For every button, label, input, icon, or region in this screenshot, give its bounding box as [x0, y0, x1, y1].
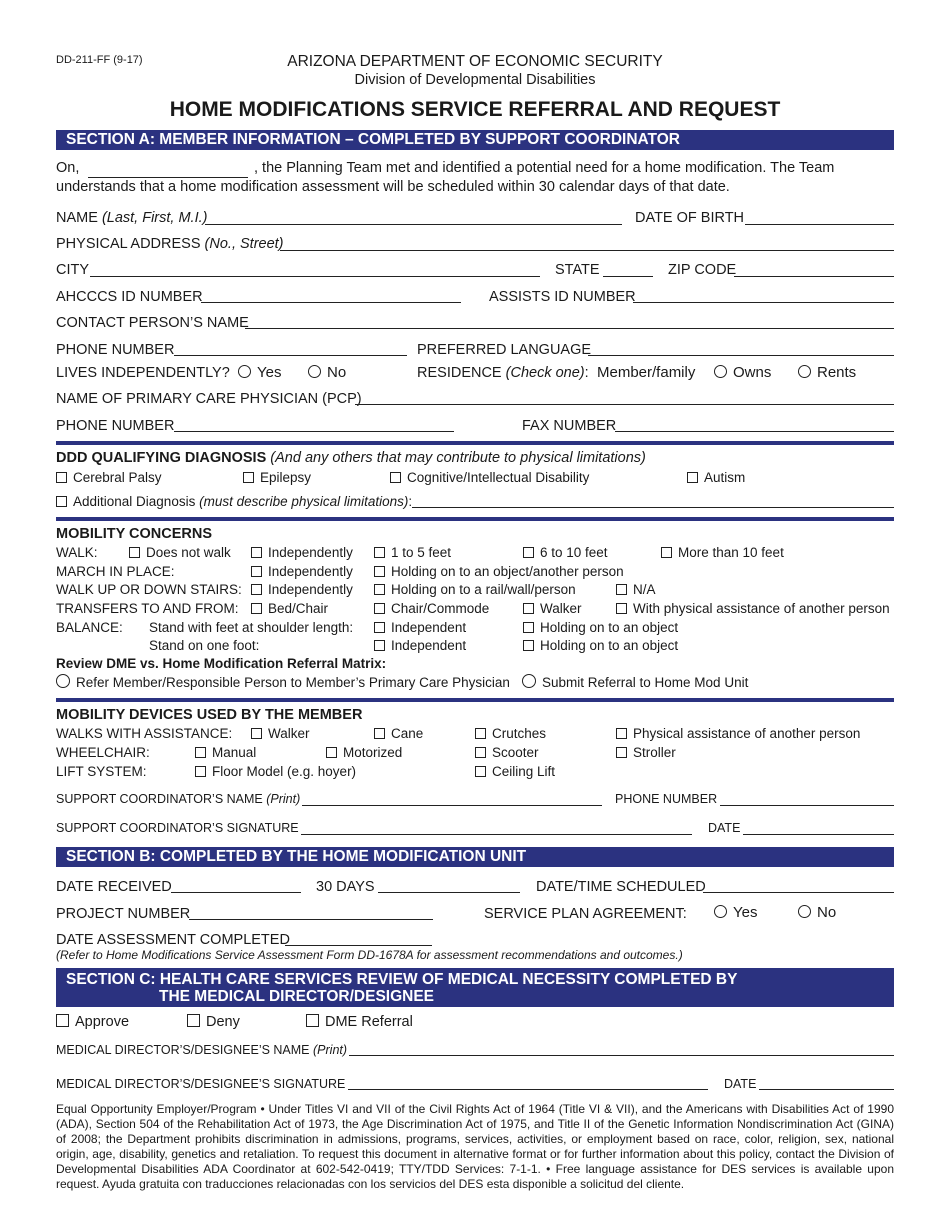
checkbox-icon	[251, 566, 262, 577]
checkbox-icon	[195, 766, 206, 777]
march-independently[interactable]: Independently	[251, 564, 353, 579]
lives-independently-label: LIVES INDEPENDENTLY?	[56, 365, 230, 381]
diagnosis-epilepsy[interactable]: Epilepsy	[243, 470, 311, 485]
walk-does-not-walk[interactable]: Does not walk	[129, 545, 231, 560]
checkbox-icon	[523, 547, 534, 558]
md-name-label: MEDICAL DIRECTOR’S/DESIGNEE’S NAME (Print)	[56, 1043, 348, 1057]
ahcccs-label: AHCCCS ID NUMBER	[56, 289, 203, 305]
sc-signature-label: SUPPORT COORDINATOR’S SIGNATURE	[56, 821, 299, 835]
md-date-label: DATE	[724, 1077, 757, 1091]
sc-signature-field[interactable]	[301, 834, 692, 835]
mobility-heading: MOBILITY CONCERNS	[56, 526, 213, 542]
thirty-days-label: 30 DAYS	[316, 879, 375, 895]
intro-on: On,	[56, 160, 80, 176]
language-label: PREFERRED LANGUAGE	[417, 342, 592, 358]
pcp-field[interactable]	[355, 404, 894, 405]
transfers-label: TRANSFERS TO AND FROM:	[56, 601, 239, 616]
division-name: Division of Developmental Disabilities	[354, 72, 596, 88]
checkbox-icon	[195, 747, 206, 758]
md-name-field[interactable]	[349, 1055, 894, 1056]
state-field[interactable]	[603, 276, 653, 277]
zip-field[interactable]	[734, 276, 894, 277]
contact-label: CONTACT PERSON’S NAME	[56, 315, 249, 331]
submit-referral-option[interactable]: Submit Referral to Home Mod Unit	[522, 674, 748, 690]
service-plan-label: SERVICE PLAN AGREEMENT:	[484, 906, 687, 922]
md-date-field[interactable]	[759, 1089, 894, 1090]
walk-1-to-5-feet[interactable]: 1 to 5 feet	[374, 545, 451, 560]
device-physical-assistance[interactable]: Physical assistance of another person	[616, 726, 860, 741]
thirty-days-field[interactable]	[378, 892, 520, 893]
page-title: HOME MODIFICATIONS SERVICE REFERRAL AND REQUEST	[169, 98, 781, 121]
approve-option[interactable]: Approve	[56, 1014, 129, 1030]
walk-more-than-10-feet[interactable]: More than 10 feet	[661, 545, 784, 560]
checkbox-icon	[56, 472, 67, 483]
residence-owns-option[interactable]: Owns	[714, 364, 771, 381]
checkbox-icon	[306, 1014, 319, 1027]
checkbox-icon	[187, 1014, 200, 1027]
transfers-chair-commode[interactable]: Chair/Commode	[374, 601, 489, 616]
radio-icon	[56, 674, 70, 688]
lift-ceiling[interactable]: Ceiling Lift	[475, 764, 555, 779]
date-time-scheduled-label: DATE/TIME SCHEDULED	[536, 879, 706, 895]
pcp-phone-field[interactable]	[174, 431, 454, 432]
diagnosis-autism[interactable]: Autism	[687, 470, 745, 485]
ahcccs-field[interactable]	[201, 302, 461, 303]
service-plan-no-option[interactable]: No	[798, 904, 836, 921]
residence-rents-option[interactable]: Rents	[798, 364, 856, 381]
residence-label: RESIDENCE (Check one):	[417, 365, 589, 381]
footer-disclaimer: Equal Opportunity Employer/Program • Under Titles VI and VII of the Civil Rights Act of 1964 (Title VI & VII), and the Americans with Disabilities Act of 1990 (ADA), Section 504 of the Rehabilitation Act of 1973, the Age Discrimination Act of 1975, and Title II of the Genetic Information Nondiscrimination Act (GINA) of 2008; the Department prohibits discrimination in admissions, programs, services, activities, or employment based on race, color, religion, sex, national origin, age, disability, genetics and retaliation. To request this document in alternative format or for further information about this policy, contact the Division of Developmental Disabilities ADA Coordinator at 602-542-0419; TTY/TDD Services: 7-1-1. • Free language assistance for DES services is available upon request. Ayuda gratuita con traducciones relacionadas con los servicios del DES esta disponible a solicitud del cliente.	[56, 1102, 894, 1191]
sc-date-field[interactable]	[743, 834, 894, 835]
zip-label: ZIP CODE	[668, 262, 737, 278]
checkbox-icon	[326, 747, 337, 758]
checkbox-icon	[374, 640, 385, 651]
contact-field[interactable]	[245, 328, 894, 329]
walk-independently[interactable]: Independently	[251, 545, 353, 560]
checkbox-icon	[374, 547, 385, 558]
project-number-label: PROJECT NUMBER	[56, 906, 191, 922]
balance-shoulder-label: Stand with feet at shoulder length:	[149, 620, 354, 635]
march-label: MARCH IN PLACE:	[56, 564, 175, 579]
phone-label: PHONE NUMBER	[56, 342, 175, 358]
sc-date-label: DATE	[708, 821, 741, 835]
checkbox-icon	[129, 547, 140, 558]
refer-pcp-option[interactable]: Refer Member/Responsible Person to Member’s Primary Care Physician	[56, 674, 510, 690]
name-field[interactable]	[205, 224, 622, 225]
city-label: CITY	[56, 262, 90, 278]
additional-diagnosis-field[interactable]	[412, 507, 894, 508]
checkbox-icon	[475, 747, 486, 758]
checkbox-icon	[251, 547, 262, 558]
intro-text-line2: understands that a home modification assessment will be scheduled within 30 calendar days of that date.	[56, 179, 730, 195]
transfers-with-assistance[interactable]: With physical assistance of another person	[616, 601, 890, 616]
dme-referral-option[interactable]: DME Referral	[306, 1014, 413, 1030]
checkbox-icon	[374, 566, 385, 577]
stairs-na[interactable]: N/A	[616, 582, 656, 597]
checkbox-icon	[616, 584, 627, 595]
checkbox-icon	[374, 584, 385, 595]
date-received-field[interactable]	[171, 892, 301, 893]
section-a-heading: SECTION A: MEMBER INFORMATION – COMPLETED BY SUPPORT COORDINATOR	[56, 130, 894, 150]
balance-shoulder-independent[interactable]: Independent	[374, 620, 466, 635]
assists-field[interactable]	[633, 302, 894, 303]
assists-label: ASSISTS ID NUMBER	[489, 289, 636, 305]
lives-yes-option[interactable]: Yes	[238, 364, 281, 381]
stairs-independently[interactable]: Independently	[251, 582, 353, 597]
checkbox-icon	[523, 622, 534, 633]
address-label: PHYSICAL ADDRESS (No., Street)	[56, 236, 284, 252]
device-cane[interactable]: Cane	[374, 726, 423, 741]
checkbox-icon	[616, 728, 627, 739]
checkbox-icon	[251, 728, 262, 739]
md-signature-label: MEDICAL DIRECTOR’S/DESIGNEE’S SIGNATURE	[56, 1077, 346, 1091]
assessment-completed-label: DATE ASSESSMENT COMPLETED	[56, 932, 290, 948]
balance-shoulder-holding[interactable]: Holding on to an object	[523, 620, 678, 635]
checkbox-icon	[687, 472, 698, 483]
walk-6-to-10-feet[interactable]: 6 to 10 feet	[523, 545, 608, 560]
checkbox-icon	[251, 584, 262, 595]
stairs-label: WALK UP OR DOWN STAIRS:	[56, 582, 242, 597]
assessment-completed-field[interactable]	[285, 945, 432, 946]
sc-name-label: SUPPORT COORDINATOR’S NAME (Print)	[56, 792, 301, 806]
device-scooter[interactable]: Scooter	[475, 745, 539, 760]
checkbox-icon	[661, 547, 672, 558]
balance-label: BALANCE:	[56, 620, 123, 635]
balance-one-foot-holding[interactable]: Holding on to an object	[523, 638, 678, 653]
radio-icon	[798, 365, 811, 378]
dob-field[interactable]	[745, 224, 894, 225]
section-c-heading	[56, 968, 894, 1007]
lift-floor-model[interactable]: Floor Model (e.g. hoyer)	[195, 764, 356, 779]
diagnosis-additional[interactable]: Additional Diagnosis (must describe physical limitations):	[56, 494, 412, 509]
language-field[interactable]	[588, 355, 894, 356]
intro-text: , the Planning Team met and identified a potential need for a home modification. The Team	[254, 160, 835, 176]
wheelchair-manual[interactable]: Manual	[195, 745, 256, 760]
diagnosis-cognitive[interactable]: Cognitive/Intellectual Disability	[390, 470, 589, 485]
agency-name: ARIZONA DEPARTMENT OF ECONOMIC SECURITY	[287, 53, 663, 70]
sc-name-field[interactable]	[302, 805, 602, 806]
checkbox-icon	[251, 603, 262, 614]
dob-label: DATE OF BIRTH	[635, 210, 745, 226]
checkbox-icon	[616, 747, 627, 758]
wheelchair-motorized[interactable]: Motorized	[326, 745, 402, 760]
checkbox-icon	[475, 766, 486, 777]
checkbox-icon	[374, 603, 385, 614]
radio-icon	[714, 365, 727, 378]
device-stroller[interactable]: Stroller	[616, 745, 676, 760]
stairs-holding-rail[interactable]: Holding on to a rail/wall/person	[374, 582, 576, 597]
date-time-scheduled-field[interactable]	[703, 892, 894, 893]
checkbox-icon	[523, 640, 534, 651]
phone-field[interactable]	[174, 355, 407, 356]
residence-member-family: Member/family	[597, 364, 696, 381]
transfers-walker[interactable]: Walker	[523, 601, 582, 616]
divider	[56, 517, 894, 521]
devices-heading: MOBILITY DEVICES USED BY THE MEMBER	[56, 707, 363, 723]
balance-one-foot-label: Stand on one foot:	[149, 638, 260, 653]
checkbox-icon	[390, 472, 401, 483]
checkbox-icon	[523, 603, 534, 614]
city-field[interactable]	[90, 276, 540, 277]
project-number-field[interactable]	[189, 919, 433, 920]
divider	[56, 441, 894, 445]
radio-icon	[798, 905, 811, 918]
checkbox-icon	[56, 1014, 69, 1027]
name-label: NAME (Last, First, M.I.)	[56, 210, 208, 226]
date-received-label: DATE RECEIVED	[56, 879, 172, 895]
diagnosis-cerebral-palsy[interactable]: Cerebral Palsy	[56, 470, 162, 485]
checkbox-icon	[616, 603, 627, 614]
march-holding[interactable]: Holding on to an object/another person	[374, 564, 624, 579]
sc-phone-field[interactable]	[720, 805, 894, 806]
state-label: STATE	[555, 262, 600, 278]
transfers-bed-chair[interactable]: Bed/Chair	[251, 601, 328, 616]
balance-one-foot-independent[interactable]: Independent	[374, 638, 466, 653]
deny-option[interactable]: Deny	[187, 1014, 240, 1030]
checkbox-icon	[56, 496, 67, 507]
radio-icon	[308, 365, 321, 378]
checkbox-icon	[374, 622, 385, 633]
form-code: DD-211-FF (9-17)	[56, 54, 143, 66]
wheelchair-label: WHEELCHAIR:	[56, 745, 150, 760]
diagnosis-heading: DDD QUALIFYING DIAGNOSIS (And any others that may contribute to physical limitations)	[56, 450, 646, 466]
lives-no-option[interactable]: No	[308, 364, 346, 381]
checkbox-icon	[243, 472, 254, 483]
section-c-heading-line1: SECTION C: HEALTH CARE SERVICES REVIEW OF MEDICAL NECESSITY COMPLETED BY	[66, 971, 738, 988]
section-c-heading-line2: THE MEDICAL DIRECTOR/DESIGNEE	[159, 988, 435, 1005]
service-plan-yes-option[interactable]: Yes	[714, 904, 757, 921]
fax-field[interactable]	[615, 431, 894, 432]
radio-icon	[238, 365, 251, 378]
assessment-refer-note: (Refer to Home Modifications Service Assessment Form DD-1678A for assessment recommendations and outcomes.)	[56, 948, 683, 962]
md-signature-field[interactable]	[348, 1089, 708, 1090]
section-b-heading: SECTION B: COMPLETED BY THE HOME MODIFICATION UNIT	[56, 847, 894, 867]
walks-with-assistance-label: WALKS WITH ASSISTANCE:	[56, 726, 233, 741]
pcp-label: NAME OF PRIMARY CARE PHYSICIAN (PCP)	[56, 391, 362, 407]
address-field[interactable]	[280, 250, 894, 251]
fax-label: FAX NUMBER	[522, 418, 617, 434]
radio-icon	[522, 674, 536, 688]
checkbox-icon	[374, 728, 385, 739]
checkbox-icon	[475, 728, 486, 739]
device-walker[interactable]: Walker	[251, 726, 310, 741]
divider	[56, 698, 894, 702]
walk-label: WALK:	[56, 545, 98, 560]
radio-icon	[714, 905, 727, 918]
lift-system-label: LIFT SYSTEM:	[56, 764, 147, 779]
device-crutches[interactable]: Crutches	[475, 726, 546, 741]
intro-date-field[interactable]	[88, 177, 248, 178]
sc-phone-label: PHONE NUMBER	[615, 792, 718, 806]
review-matrix-label: Review DME vs. Home Modification Referral Matrix:	[56, 656, 387, 671]
pcp-phone-label: PHONE NUMBER	[56, 418, 175, 434]
